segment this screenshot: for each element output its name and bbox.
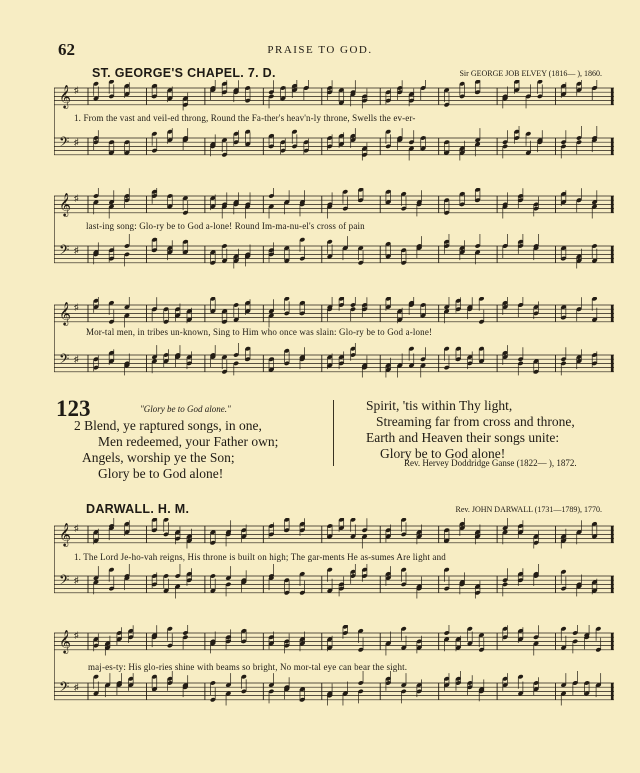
svg-text:♯: ♯: [74, 85, 79, 95]
hymn-number: 123: [56, 396, 91, 421]
svg-text:♯: ♯: [74, 682, 79, 692]
lyric-line-3: Mor-tal men, in tribes un-known, Sing to Him who once was slain: Glo-ry be to God a-lone!: [86, 327, 433, 337]
svg-text:𝄢: 𝄢: [59, 679, 70, 698]
svg-text:♯: ♯: [74, 523, 79, 533]
svg-text:𝄞: 𝄞: [59, 301, 71, 325]
verse-line: Earth and Heaven their songs unite:: [366, 430, 560, 445]
svg-text:♯: ♯: [74, 630, 79, 640]
verse-line: 2 Blend, ye raptured songs, in one,: [74, 418, 262, 433]
svg-text:♯: ♯: [74, 245, 79, 255]
svg-text:𝄞: 𝄞: [59, 84, 71, 108]
running-head: PRAISE TO GOD.: [267, 44, 373, 56]
verse-line: Streaming far from cross and throne,: [376, 414, 575, 429]
lyric-line-4: 1. The Lord Je-ho-vah reigns, His throne is built on high; The gar-ments He as-sumes Are light and: [74, 552, 446, 562]
svg-text:♯: ♯: [74, 575, 79, 585]
svg-text:𝄞: 𝄞: [59, 192, 71, 216]
tune-title-st-georges-chapel: ST. GEORGE'S CHAPEL. 7. D.: [92, 66, 276, 80]
svg-text:♯: ♯: [74, 302, 79, 312]
page-number: 62: [58, 40, 75, 59]
column-divider: [333, 400, 334, 466]
verse-line: Glory be to God alone!: [380, 446, 506, 461]
svg-text:𝄢: 𝄢: [59, 572, 70, 591]
tune-title-darwall: DARWALL. H. M.: [86, 502, 190, 516]
svg-text:𝄞: 𝄞: [59, 629, 71, 653]
svg-text:𝄢: 𝄢: [59, 351, 70, 370]
composer-credit-darwall: Rev. JOHN DARWALL (1731—1789), 1770.: [455, 505, 602, 514]
verse-line: Spirit, 'tis within Thy light,: [366, 398, 513, 413]
hymn-subtitle: "Glory be to God alone.": [140, 404, 231, 414]
lyric-line-5: maj-es-ty: His glo-ries shine with beams so bright, No mor-tal eye can bear the sight.: [88, 662, 408, 672]
staff-notation: [54, 297, 614, 379]
svg-text:♯: ♯: [74, 193, 79, 203]
svg-text:♯: ♯: [74, 354, 79, 364]
hymn-attribution: Rev. Hervey Doddridge Ganse (1822— ), 1872.: [404, 458, 577, 468]
verse-line: Glory be to God alone!: [98, 466, 224, 481]
composer-credit-elvey: Sir GEORGE JOB ELVEY (1816— ), 1860.: [459, 69, 602, 78]
verse-line: Angels, worship ye the Son;: [82, 450, 235, 465]
music-system-3: [54, 297, 614, 379]
svg-text:♯: ♯: [74, 137, 79, 147]
lyric-line-2: last-ing song: Glo-ry be to God a-lone! Round Im-ma-nu-el's cross of pain: [86, 221, 365, 231]
verse-line: Men redeemed, your Father own;: [98, 434, 279, 449]
svg-text:𝄢: 𝄢: [59, 242, 70, 261]
lyric-line-1: 1. From the vast and veil-ed throng, Round the Fa-ther's heav'n-ly throne, Swells the ev-er-: [74, 113, 416, 123]
svg-text:𝄢: 𝄢: [59, 134, 70, 153]
svg-text:𝄞: 𝄞: [59, 522, 71, 546]
